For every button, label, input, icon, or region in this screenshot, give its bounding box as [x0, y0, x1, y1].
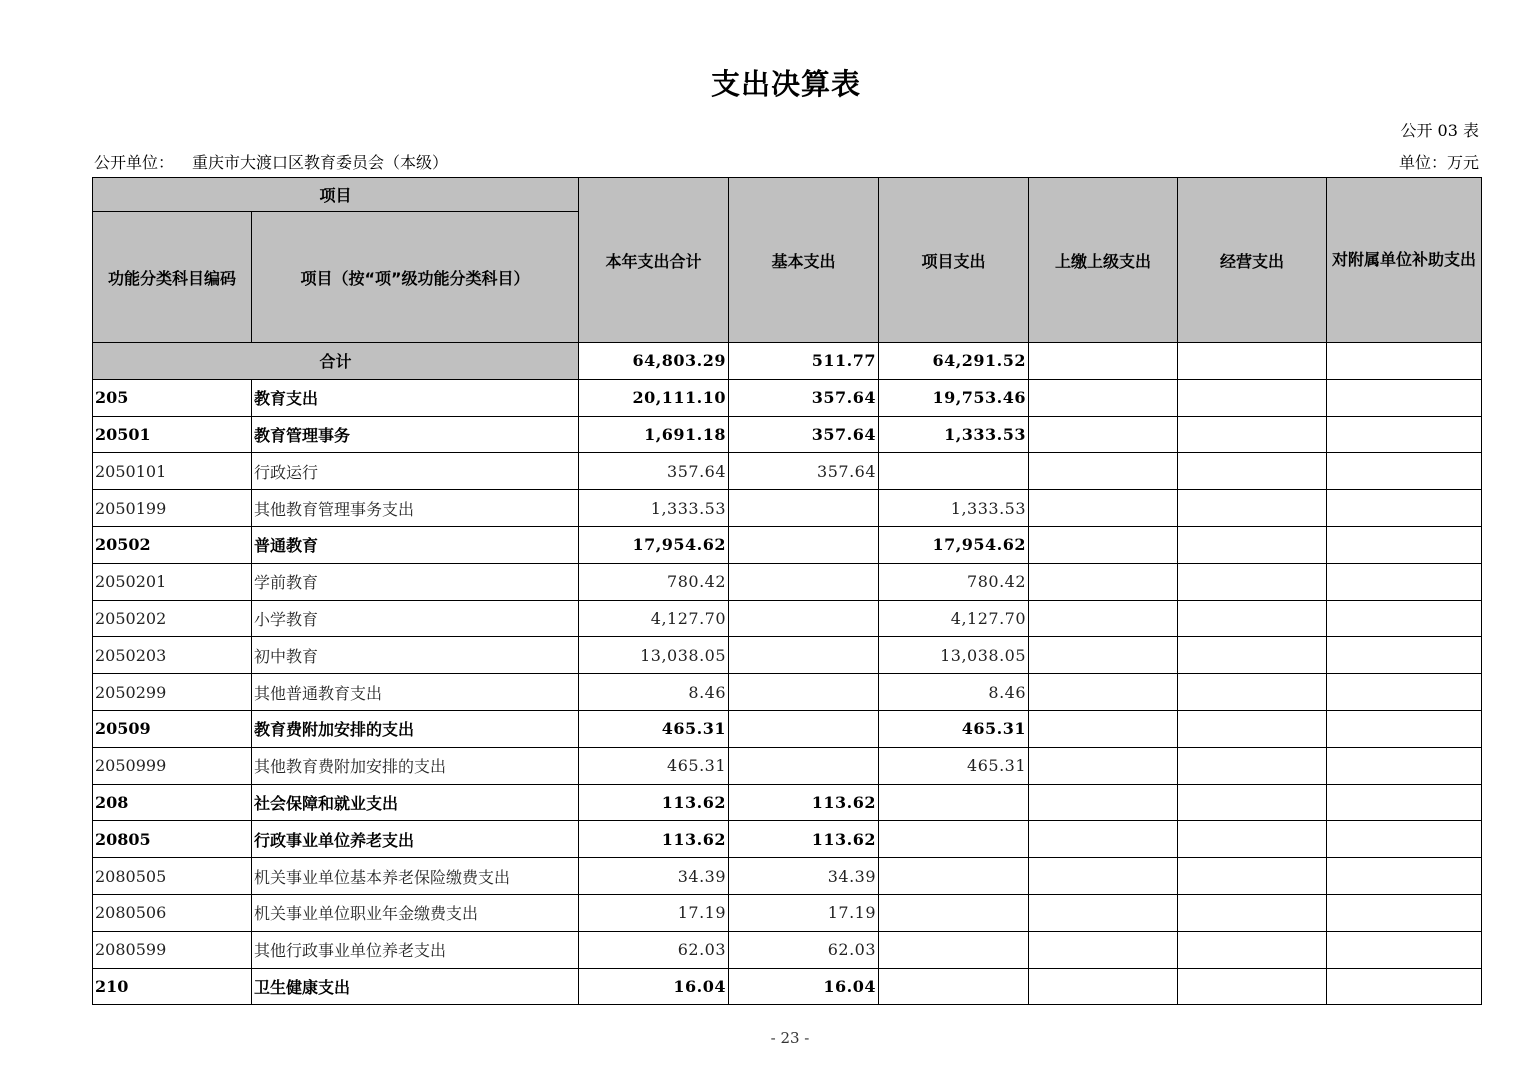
cell-total: 465.31 — [579, 710, 729, 747]
cell-upper — [1029, 747, 1178, 784]
cell-subsidy — [1327, 526, 1482, 563]
table-row — [93, 600, 1482, 637]
cell-subsidy — [1327, 784, 1482, 821]
cell-code: 2050202 — [93, 600, 252, 637]
cell-total: 13,038.05 — [579, 637, 729, 674]
cell-total: 465.31 — [579, 747, 729, 784]
header-subsidy: 对附属单位补助支出 — [1327, 178, 1482, 343]
cell-total: 357.64 — [579, 453, 729, 490]
header-project: 项目支出 — [879, 178, 1029, 343]
table-row — [93, 490, 1482, 527]
table-row — [93, 821, 1482, 858]
cell-name: 学前教育 — [252, 563, 579, 600]
cell-business — [1178, 968, 1327, 1005]
header-total: 本年支出合计 — [579, 178, 729, 343]
unit-label: 单位：万元 — [1398, 153, 1479, 172]
cell-basic: 113.62 — [729, 821, 879, 858]
cell-project — [879, 968, 1029, 1005]
table-row — [93, 526, 1482, 563]
table-row — [93, 784, 1482, 821]
cell-upper — [1029, 674, 1178, 711]
cell-name: 机关事业单位基本养老保险缴费支出 — [252, 858, 579, 895]
cell-basic: 357.64 — [729, 379, 879, 416]
cell-name: 行政运行 — [252, 453, 579, 490]
cell-upper — [1029, 710, 1178, 747]
cell-basic: 17.19 — [729, 894, 879, 931]
cell-upper — [1029, 821, 1178, 858]
cell-total: 16.04 — [579, 968, 729, 1005]
cell-business — [1178, 858, 1327, 895]
cell-subsidy — [1327, 490, 1482, 527]
table-row — [93, 710, 1482, 747]
cell-project — [879, 858, 1029, 895]
table-row — [93, 894, 1482, 931]
cell-basic: 113.62 — [729, 784, 879, 821]
cell-subsidy — [1327, 637, 1482, 674]
cell-project: 19,753.46 — [879, 379, 1029, 416]
table-row — [93, 858, 1482, 895]
cell-project — [879, 821, 1029, 858]
summary-label: 合计 — [93, 343, 579, 380]
cell-business — [1178, 747, 1327, 784]
cell-total: 17,954.62 — [579, 526, 729, 563]
cell-project — [879, 784, 1029, 821]
cell-name: 普通教育 — [252, 526, 579, 563]
cell-name: 其他普通教育支出 — [252, 674, 579, 711]
header-item: 项目 — [93, 178, 579, 212]
cell-project: 8.46 — [879, 674, 1029, 711]
org-label: 公开单位： — [94, 153, 175, 172]
cell-project: 1,333.53 — [879, 490, 1029, 527]
cell-basic: 62.03 — [729, 931, 879, 968]
cell-business — [1178, 710, 1327, 747]
table-body — [93, 343, 1482, 1005]
cell-total: 20,111.10 — [579, 379, 729, 416]
cell-code: 205 — [93, 379, 252, 416]
summary-upper — [1029, 343, 1178, 380]
cell-upper — [1029, 416, 1178, 453]
cell-code: 20501 — [93, 416, 252, 453]
cell-basic — [729, 490, 879, 527]
table-row — [93, 674, 1482, 711]
page-title: 支出决算表 — [710, 67, 861, 101]
cell-total: 780.42 — [579, 563, 729, 600]
cell-name: 教育管理事务 — [252, 416, 579, 453]
header-basic: 基本支出 — [729, 178, 879, 343]
cell-name: 行政事业单位养老支出 — [252, 821, 579, 858]
cell-code: 2080506 — [93, 894, 252, 931]
cell-code: 2080599 — [93, 931, 252, 968]
header-name: 项目（按“项”级功能分类科目） — [252, 212, 579, 343]
cell-subsidy — [1327, 563, 1482, 600]
cell-code: 2050199 — [93, 490, 252, 527]
cell-total: 1,333.53 — [579, 490, 729, 527]
cell-total: 1,691.18 — [579, 416, 729, 453]
cell-name: 卫生健康支出 — [252, 968, 579, 1005]
cell-code: 20502 — [93, 526, 252, 563]
header-upper: 上缴上级支出 — [1029, 178, 1178, 343]
cell-basic — [729, 600, 879, 637]
cell-project: 4,127.70 — [879, 600, 1029, 637]
cell-upper — [1029, 858, 1178, 895]
cell-basic — [729, 747, 879, 784]
cell-business — [1178, 490, 1327, 527]
cell-project: 465.31 — [879, 747, 1029, 784]
cell-business — [1178, 637, 1327, 674]
cell-project — [879, 453, 1029, 490]
cell-subsidy — [1327, 821, 1482, 858]
cell-business — [1178, 453, 1327, 490]
table-row — [93, 931, 1482, 968]
cell-total: 8.46 — [579, 674, 729, 711]
cell-business — [1178, 674, 1327, 711]
cell-code: 2050203 — [93, 637, 252, 674]
cell-basic: 357.64 — [729, 453, 879, 490]
cell-project: 1,333.53 — [879, 416, 1029, 453]
cell-upper — [1029, 453, 1178, 490]
table-row — [93, 563, 1482, 600]
cell-name: 小学教育 — [252, 600, 579, 637]
cell-upper — [1029, 637, 1178, 674]
cell-business — [1178, 894, 1327, 931]
cell-code: 2080505 — [93, 858, 252, 895]
expenditure-table — [92, 177, 1482, 1005]
cell-business — [1178, 784, 1327, 821]
table-row — [93, 968, 1482, 1005]
cell-subsidy — [1327, 710, 1482, 747]
cell-subsidy — [1327, 674, 1482, 711]
cell-business — [1178, 379, 1327, 416]
form-number: 公开 03 表 — [1400, 121, 1479, 140]
cell-subsidy — [1327, 416, 1482, 453]
cell-subsidy — [1327, 747, 1482, 784]
summary-basic: 511.77 — [729, 343, 879, 380]
cell-upper — [1029, 526, 1178, 563]
cell-name: 其他行政事业单位养老支出 — [252, 931, 579, 968]
cell-basic — [729, 674, 879, 711]
cell-basic — [729, 637, 879, 674]
cell-code: 2050299 — [93, 674, 252, 711]
cell-upper — [1029, 490, 1178, 527]
cell-basic: 357.64 — [729, 416, 879, 453]
cell-project — [879, 894, 1029, 931]
org-line — [94, 150, 448, 173]
cell-name: 教育支出 — [252, 379, 579, 416]
cell-business — [1178, 821, 1327, 858]
cell-subsidy — [1327, 968, 1482, 1005]
table-row — [93, 416, 1482, 453]
cell-subsidy — [1327, 894, 1482, 931]
cell-total: 34.39 — [579, 858, 729, 895]
cell-code: 20805 — [93, 821, 252, 858]
table-row — [93, 379, 1482, 416]
cell-upper — [1029, 379, 1178, 416]
table-row — [93, 637, 1482, 674]
cell-code: 210 — [93, 968, 252, 1005]
cell-business — [1178, 931, 1327, 968]
cell-subsidy — [1327, 453, 1482, 490]
cell-total: 62.03 — [579, 931, 729, 968]
cell-name: 社会保障和就业支出 — [252, 784, 579, 821]
cell-business — [1178, 526, 1327, 563]
summary-row — [93, 343, 1482, 380]
cell-basic — [729, 710, 879, 747]
cell-code: 2050999 — [93, 747, 252, 784]
cell-upper — [1029, 784, 1178, 821]
cell-upper — [1029, 563, 1178, 600]
cell-project: 780.42 — [879, 563, 1029, 600]
org-name: 重庆市大渡口区教育委员会（本级） — [192, 153, 449, 172]
summary-subsidy — [1327, 343, 1482, 380]
cell-project: 17,954.62 — [879, 526, 1029, 563]
cell-project — [879, 931, 1029, 968]
cell-subsidy — [1327, 379, 1482, 416]
cell-code: 2050101 — [93, 453, 252, 490]
cell-code: 20509 — [93, 710, 252, 747]
cell-business — [1178, 563, 1327, 600]
cell-name: 初中教育 — [252, 637, 579, 674]
cell-upper — [1029, 968, 1178, 1005]
cell-total: 113.62 — [579, 784, 729, 821]
cell-project: 465.31 — [879, 710, 1029, 747]
header-code: 功能分类科目编码 — [93, 212, 252, 343]
cell-basic: 34.39 — [729, 858, 879, 895]
cell-business — [1178, 600, 1327, 637]
summary-business — [1178, 343, 1327, 380]
cell-upper — [1029, 600, 1178, 637]
cell-business — [1178, 416, 1327, 453]
cell-total: 4,127.70 — [579, 600, 729, 637]
cell-name: 机关事业单位职业年金缴费支出 — [252, 894, 579, 931]
cell-subsidy — [1327, 858, 1482, 895]
cell-code: 2050201 — [93, 563, 252, 600]
cell-name: 其他教育费附加安排的支出 — [252, 747, 579, 784]
cell-code: 208 — [93, 784, 252, 821]
cell-basic — [729, 563, 879, 600]
summary-total: 64,803.29 — [579, 343, 729, 380]
cell-name: 教育费附加安排的支出 — [252, 710, 579, 747]
table-row — [93, 747, 1482, 784]
cell-subsidy — [1327, 931, 1482, 968]
cell-subsidy — [1327, 600, 1482, 637]
cell-project: 13,038.05 — [879, 637, 1029, 674]
page-number: - 23 - — [770, 1029, 810, 1047]
cell-name: 其他教育管理事务支出 — [252, 490, 579, 527]
cell-basic — [729, 526, 879, 563]
summary-project: 64,291.52 — [879, 343, 1029, 380]
cell-total: 113.62 — [579, 821, 729, 858]
header-business: 经营支出 — [1178, 178, 1327, 343]
cell-upper — [1029, 931, 1178, 968]
table-row — [93, 453, 1482, 490]
cell-upper — [1029, 894, 1178, 931]
cell-basic: 16.04 — [729, 968, 879, 1005]
cell-total: 17.19 — [579, 894, 729, 931]
